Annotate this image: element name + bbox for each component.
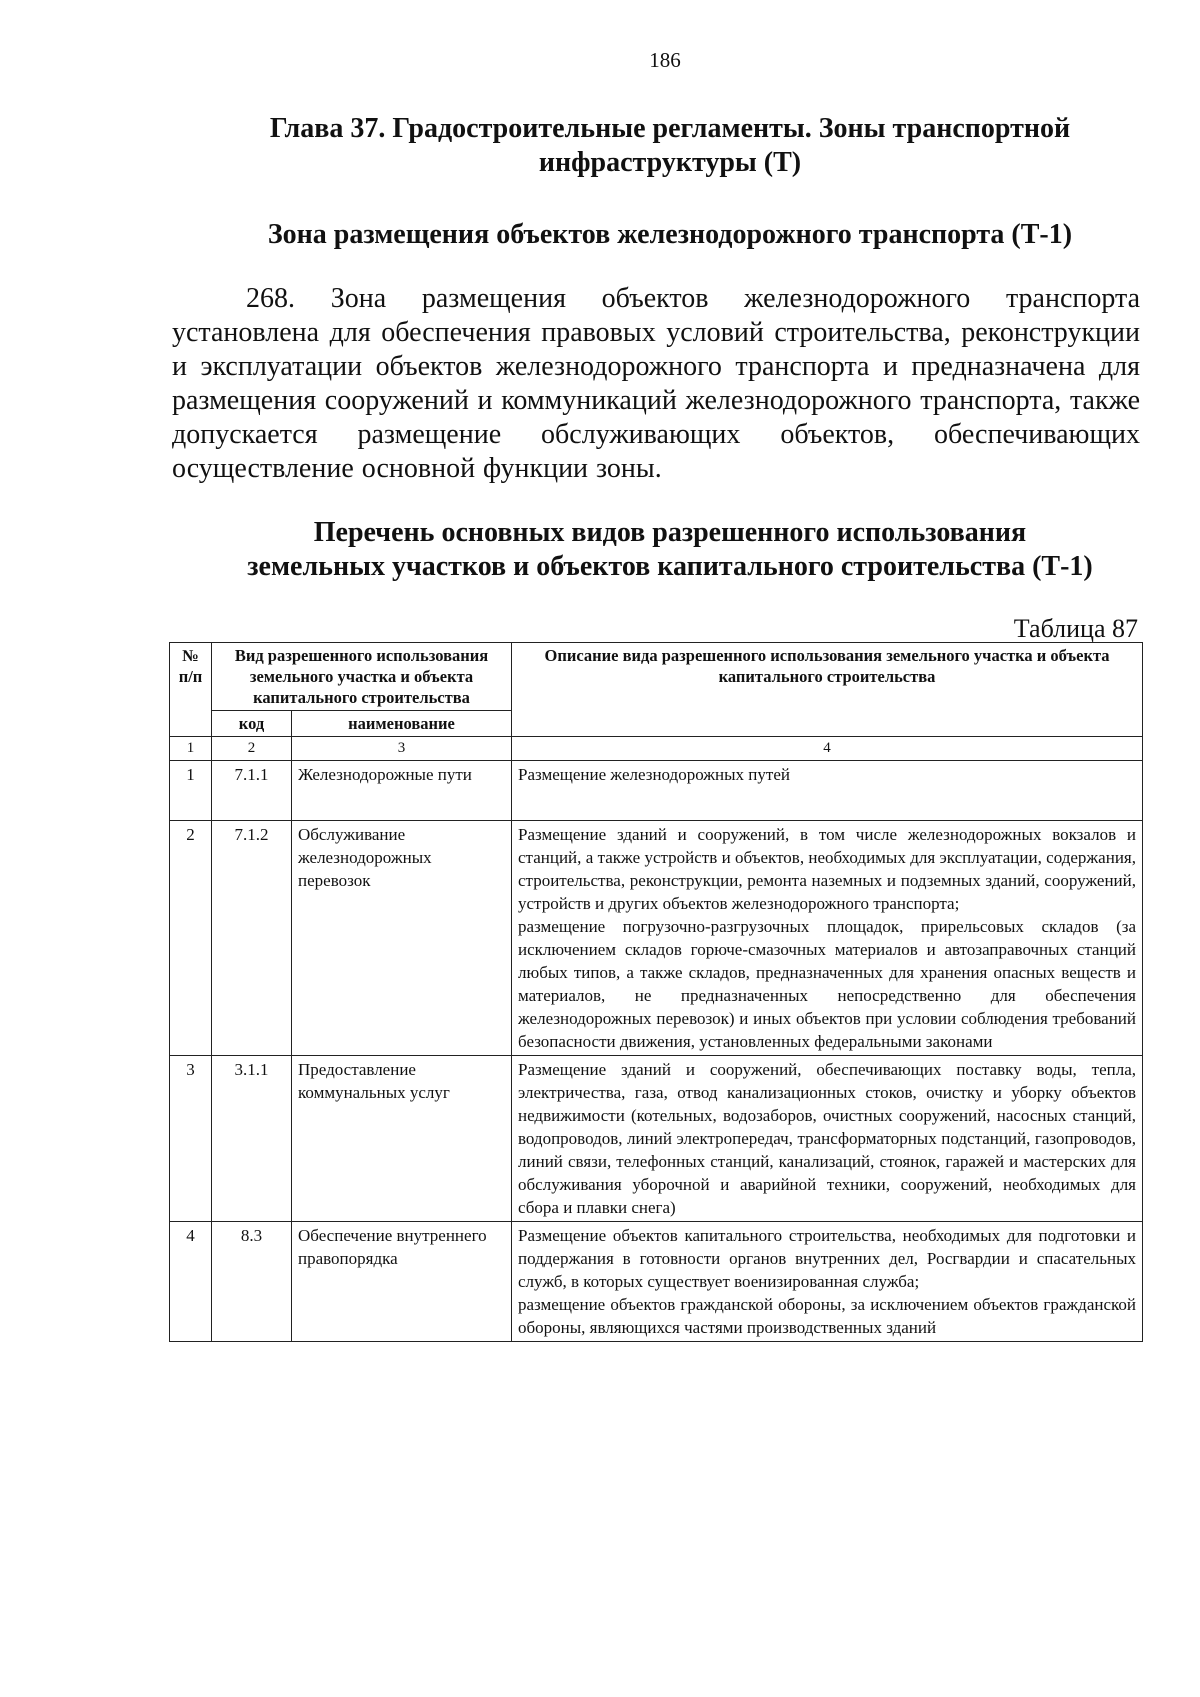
row-name: Предоставление коммунальных услуг <box>292 1056 512 1222</box>
row-description <box>512 761 1143 821</box>
row-num: 2 <box>170 821 212 1056</box>
column-index-row <box>170 737 1143 761</box>
row-code: 3.1.1 <box>212 1056 292 1222</box>
chapter-title-line-1: Глава 37. Градостроительные регламенты. Зоны транспортной <box>269 113 1071 144</box>
row-description-part: Размещение объектов капитального строительства, необходимых для подготовки и поддержания в готовности органов внутренних дел, Росгвардии и спасательных служб, в которых существует военизированная служба; <box>518 1226 1136 1291</box>
row-description-part: Размещение зданий и сооружений, в том числе железнодорожных вокзалов и станций, а также устройств и объектов, необходимых для эксплуатации, содержания, строительства, реконструкции, ремонта наземных и подземных зданий, сооружений, устройств и других объектов железнодорожного транспорта; <box>518 825 1136 913</box>
permitted-use-table <box>169 642 1143 1342</box>
header-code: код <box>212 711 292 737</box>
row-description-part: Размещение железнодорожных путей <box>518 765 790 784</box>
row-code: 7.1.2 <box>212 821 292 1056</box>
column-index: 2 <box>212 737 292 761</box>
zone-title: Зона размещения объектов железнодорожного транспорта (Т-1) <box>267 219 1073 250</box>
column-index: 1 <box>170 737 212 761</box>
column-index: 4 <box>512 737 1143 761</box>
row-num: 3 <box>170 1056 212 1222</box>
intro-paragraph: 268. Зона размещения объектов железнодорожного транспорта установлена для обеспечения правовых условий строительства, реконструкции и эксплуатации объектов железнодорожного транспорта и предназначена для размещения сооружений и коммуникаций железнодорожного транспорта, также допускается размещение обслуживающих объектов, обеспечивающих осуществление основной функции зоны. <box>172 283 1140 484</box>
row-num: 4 <box>170 1222 212 1342</box>
row-description <box>512 1222 1143 1342</box>
table-row <box>170 821 1143 1056</box>
header-name: наименование <box>292 711 512 737</box>
row-description-part: размещение погрузочно-разгрузочных площадок, прирельсовых складов (за исключением складов горюче-смазочных материалов и автозаправочных станций любых типов, а также складов, предназначенных для хранения опасных веществ и материалов, не предназначенных непосредственно для обеспечения железнодорожных перевозок) и иных объектов при условии соблюдения требований безопасности движения, установленных федеральными законами <box>518 917 1136 1051</box>
header-description: Описание вида разрешенного использования земельного участка и объекта капитального строительства <box>512 643 1143 737</box>
chapter-title-line-2: инфраструктуры (Т) <box>538 147 802 178</box>
header-use-type: Вид разрешенного использования земельного участка и объекта капитального строительства <box>212 643 512 711</box>
chapter-title <box>180 112 1160 180</box>
list-title-line-1: Перечень основных видов разрешенного использования <box>313 517 1027 548</box>
table-caption: Таблица 87 <box>1013 614 1138 643</box>
list-title-line-2: земельных участков и объектов капитального строительства (Т-1) <box>247 551 1093 582</box>
row-description <box>512 821 1143 1056</box>
table-row <box>170 1056 1143 1222</box>
table-row <box>170 761 1143 821</box>
table-header-row <box>170 643 1143 711</box>
row-description <box>512 1056 1143 1222</box>
column-index: 3 <box>292 737 512 761</box>
row-description-part: Размещение зданий и сооружений, обеспечивающих поставку воды, тепла, электричества, газа, отвод канализационных стоков, очистку и уборку объектов недвижимости (котельных, водозаборов, очистных сооружений, насосных станций, водопроводов, линий электропередач, трансформаторных подстанций, газопроводов, линий связи, телефонных станций, канализаций, стоянок, гаражей и мастерских для обслуживания уборочной и аварийной техники, сооружений, необходимых для сбора и плавки снега) <box>518 1060 1136 1217</box>
row-num: 1 <box>170 761 212 821</box>
header-num: № п/п <box>170 643 212 737</box>
row-code: 7.1.1 <box>212 761 292 821</box>
table-row <box>170 1222 1143 1342</box>
row-description-part: размещение объектов гражданской обороны, за исключением объектов гражданской обороны, являющихся частями производственных зданий <box>518 1295 1136 1337</box>
row-code: 8.3 <box>212 1222 292 1342</box>
page-number: 186 <box>649 48 681 72</box>
row-name: Обслуживание железнодорожных перевозок <box>292 821 512 1056</box>
row-name: Железнодорожные пути <box>292 761 512 821</box>
list-title <box>180 516 1160 584</box>
row-name: Обеспечение внутреннего правопорядка <box>292 1222 512 1342</box>
